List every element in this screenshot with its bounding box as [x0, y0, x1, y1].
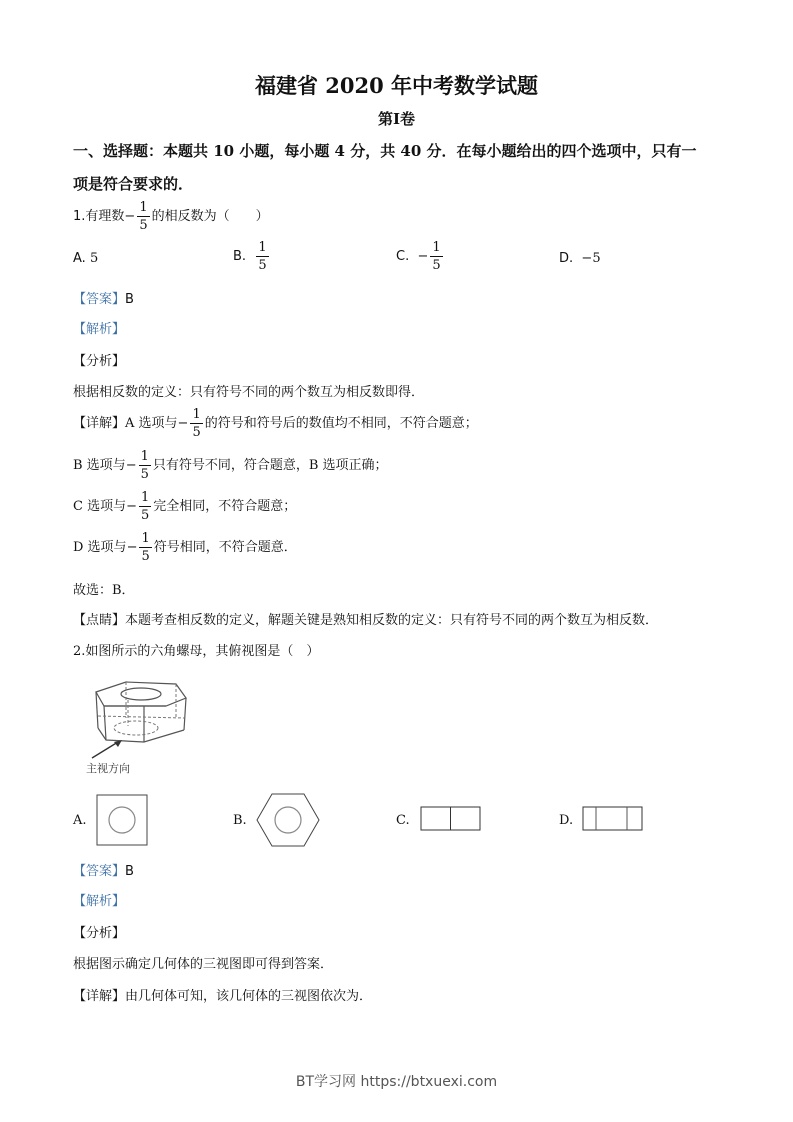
- q1-dianjing: 【点睛】本题考查相反数的定义，解题关键是熟知相反数的定义：只有符号不同的两个数互为相反数．: [73, 613, 659, 628]
- q1-answer: 【答案】B: [73, 292, 134, 307]
- square-with-circle-view: [96, 794, 148, 846]
- question-2: 2.如图所示的六角螺母，其俯视图是（ ）: [73, 644, 320, 659]
- section-heading-line1: 一、选择题：本题共 10 小题，每小题 4 分，共 40 分．在每小题给出的四个选项中，只有一: [73, 142, 697, 160]
- q2-option-d-label: D.: [559, 813, 574, 828]
- q2-xiangjie: 【详解】由几何体可知，该几何体的三视图依次为．: [73, 989, 373, 1004]
- q2-option-c-label: C.: [396, 813, 410, 828]
- view-direction-arrow-icon: [88, 738, 128, 760]
- q1-detail-a: 【详解】A 选项与− $\frac{1}{5}$ 的符号和符号后的数值均不相同，不符合题意；: [73, 407, 478, 440]
- two-rectangle-view: [420, 806, 482, 832]
- q2-answer: 【答案】B: [73, 864, 134, 879]
- hexagon-with-circle-view: [256, 793, 320, 847]
- three-rectangle-view: [582, 806, 644, 832]
- q2-analysis-label: 【解析】: [73, 894, 126, 909]
- q1-conclusion: 故选：B．: [73, 583, 135, 598]
- footer-watermark: BT学习网 https://btxuexi.com: [295, 1074, 498, 1090]
- page-subtitle: 第Ⅰ卷: [377, 110, 416, 128]
- q2-fenxi-label: 【分析】: [73, 926, 126, 941]
- q1-option-a: A. 5: [73, 251, 99, 266]
- q1-detail-c: C 选项与− $\frac{1}{5}$ 完全相同，不符合题意；: [73, 490, 297, 523]
- q1-option-d: D. −5: [559, 251, 601, 266]
- q1-detail-b: B 选项与− $\frac{1}{5}$ 只有符号不同，符合题意，B 选项正确；: [73, 449, 388, 482]
- q1-fenxi-text: 根据相反数的定义：只有符号不同的两个数互为相反数即得．: [73, 385, 425, 400]
- page-title: 福建省 2020 年中考数学试题: [254, 73, 539, 98]
- q2-fenxi-text: 根据图示确定几何体的三视图即可得到答案．: [73, 957, 334, 972]
- q2-option-a-label: A.: [73, 813, 87, 828]
- figure-caption: 主视方向: [86, 762, 130, 775]
- q1-fenxi-label: 【分析】: [73, 354, 126, 369]
- q1-analysis-label: 【解析】: [73, 322, 126, 337]
- fraction: $\frac{1}{5}$: [139, 200, 148, 233]
- q1-option-c: C. − $\frac{1}{5}$: [396, 240, 441, 273]
- question-1: 1.有理数− $\frac{1}{5}$ 的相反数为（ ）: [73, 200, 269, 233]
- q1-option-b: B. $\frac{1}{5}$: [233, 240, 267, 273]
- q1-detail-d: D 选项与− $\frac{1}{5}$ 符号相同，不符合题意．: [73, 531, 297, 564]
- section-heading-line2: 项是符合要求的．: [73, 175, 194, 193]
- q2-option-b-label: B.: [233, 813, 247, 828]
